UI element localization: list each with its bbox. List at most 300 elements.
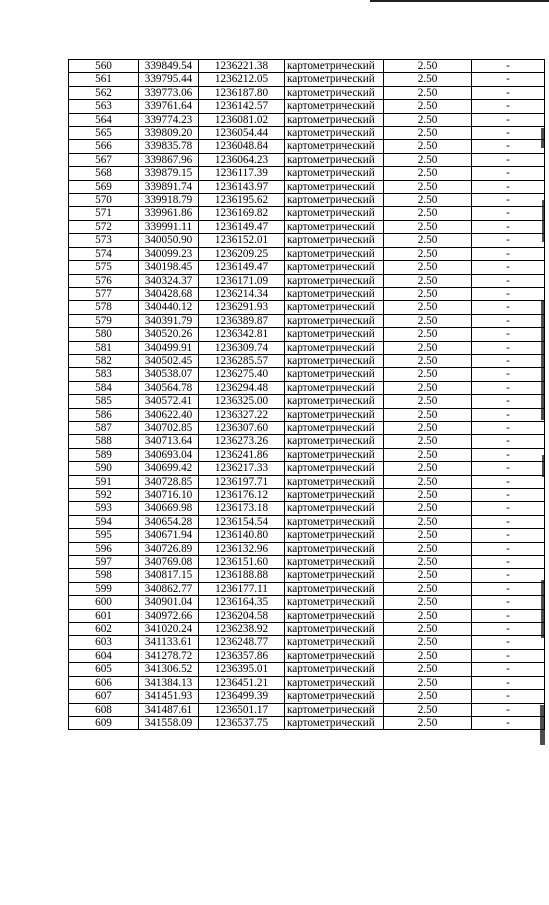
- table-row: [69, 462, 545, 475]
- accuracy-cell: 2.50: [384, 167, 472, 180]
- point-number-cell: 593: [69, 502, 139, 515]
- y-coordinate-cell: 1236307.60: [199, 421, 285, 434]
- note-cell: -: [472, 716, 545, 729]
- point-number-cell: 580: [69, 328, 139, 341]
- point-number-cell: 564: [69, 113, 139, 126]
- point-number-cell: 604: [69, 649, 139, 662]
- x-coordinate-cell: 341306.52: [139, 663, 199, 676]
- y-coordinate-cell: 1236054.44: [199, 127, 285, 140]
- y-coordinate-cell: 1236275.40: [199, 368, 285, 381]
- method-cell: картометрический: [285, 649, 384, 662]
- table-row: [69, 274, 545, 287]
- y-coordinate-cell: 1236048.84: [199, 140, 285, 153]
- y-coordinate-cell: 1236177.11: [199, 582, 285, 595]
- x-coordinate-cell: 339795.44: [139, 73, 199, 86]
- table-row: [69, 86, 545, 99]
- table-row: [69, 395, 545, 408]
- table-row: [69, 113, 545, 126]
- x-coordinate-cell: 340198.45: [139, 261, 199, 274]
- note-cell: -: [472, 368, 545, 381]
- point-number-cell: 572: [69, 220, 139, 233]
- table-row: [69, 73, 545, 86]
- y-coordinate-cell: 1236197.71: [199, 475, 285, 488]
- point-number-cell: 567: [69, 153, 139, 166]
- table-row: [69, 515, 545, 528]
- accuracy-cell: 2.50: [384, 301, 472, 314]
- note-cell: -: [472, 261, 545, 274]
- accuracy-cell: 2.50: [384, 314, 472, 327]
- coordinates-table-body: [69, 60, 545, 730]
- x-coordinate-cell: 340699.42: [139, 462, 199, 475]
- accuracy-cell: 2.50: [384, 515, 472, 528]
- point-number-cell: 606: [69, 676, 139, 689]
- table-row: [69, 529, 545, 542]
- y-coordinate-cell: 1236187.80: [199, 86, 285, 99]
- y-coordinate-cell: 1236204.58: [199, 609, 285, 622]
- y-coordinate-cell: 1236212.05: [199, 73, 285, 86]
- table-row: [69, 328, 545, 341]
- method-cell: картометрический: [285, 287, 384, 300]
- accuracy-cell: 2.50: [384, 596, 472, 609]
- x-coordinate-cell: 340713.64: [139, 435, 199, 448]
- point-number-cell: 560: [69, 60, 139, 73]
- method-cell: картометрический: [285, 462, 384, 475]
- y-coordinate-cell: 1236171.09: [199, 274, 285, 287]
- x-coordinate-cell: 339849.54: [139, 60, 199, 73]
- table-row: [69, 408, 545, 421]
- method-cell: картометрический: [285, 194, 384, 207]
- x-coordinate-cell: 340440.12: [139, 301, 199, 314]
- table-row: [69, 502, 545, 515]
- x-coordinate-cell: 340671.94: [139, 529, 199, 542]
- note-cell: -: [472, 100, 545, 113]
- y-coordinate-cell: 1236357.86: [199, 649, 285, 662]
- accuracy-cell: 2.50: [384, 153, 472, 166]
- table-row: [69, 247, 545, 260]
- x-coordinate-cell: 341384.13: [139, 676, 199, 689]
- y-coordinate-cell: 1236195.62: [199, 194, 285, 207]
- y-coordinate-cell: 1236142.57: [199, 100, 285, 113]
- y-coordinate-cell: 1236395.01: [199, 663, 285, 676]
- y-coordinate-cell: 1236152.01: [199, 234, 285, 247]
- table-row: [69, 448, 545, 461]
- table-row: [69, 381, 545, 394]
- point-number-cell: 578: [69, 301, 139, 314]
- x-coordinate-cell: 339891.74: [139, 180, 199, 193]
- method-cell: картометрический: [285, 73, 384, 86]
- note-cell: -: [472, 167, 545, 180]
- method-cell: картометрический: [285, 435, 384, 448]
- point-number-cell: 597: [69, 556, 139, 569]
- x-coordinate-cell: 340769.08: [139, 556, 199, 569]
- note-cell: -: [472, 421, 545, 434]
- note-cell: -: [472, 529, 545, 542]
- method-cell: картометрический: [285, 636, 384, 649]
- x-coordinate-cell: 340728.85: [139, 475, 199, 488]
- method-cell: картометрический: [285, 301, 384, 314]
- point-number-cell: 587: [69, 421, 139, 434]
- note-cell: -: [472, 301, 545, 314]
- accuracy-cell: 2.50: [384, 194, 472, 207]
- method-cell: картометрический: [285, 690, 384, 703]
- y-coordinate-cell: 1236154.54: [199, 515, 285, 528]
- note-cell: -: [472, 234, 545, 247]
- x-coordinate-cell: 340564.78: [139, 381, 199, 394]
- table-row: [69, 341, 545, 354]
- point-number-cell: 590: [69, 462, 139, 475]
- note-cell: -: [472, 207, 545, 220]
- point-number-cell: 566: [69, 140, 139, 153]
- accuracy-cell: 2.50: [384, 582, 472, 595]
- accuracy-cell: 2.50: [384, 395, 472, 408]
- method-cell: картометрический: [285, 609, 384, 622]
- method-cell: картометрический: [285, 220, 384, 233]
- accuracy-cell: 2.50: [384, 368, 472, 381]
- top-rule: [370, 0, 549, 2]
- y-coordinate-cell: 1236173.18: [199, 502, 285, 515]
- y-coordinate-cell: 1236342.81: [199, 328, 285, 341]
- x-coordinate-cell: 340622.40: [139, 408, 199, 421]
- x-coordinate-cell: 339761.64: [139, 100, 199, 113]
- accuracy-cell: 2.50: [384, 180, 472, 193]
- y-coordinate-cell: 1236248.77: [199, 636, 285, 649]
- y-coordinate-cell: 1236151.60: [199, 556, 285, 569]
- table-row: [69, 153, 545, 166]
- point-number-cell: 588: [69, 435, 139, 448]
- note-cell: -: [472, 569, 545, 582]
- accuracy-cell: 2.50: [384, 100, 472, 113]
- accuracy-cell: 2.50: [384, 556, 472, 569]
- table-row: [69, 287, 545, 300]
- x-coordinate-cell: 341451.93: [139, 690, 199, 703]
- note-cell: -: [472, 220, 545, 233]
- accuracy-cell: 2.50: [384, 703, 472, 716]
- note-cell: -: [472, 542, 545, 555]
- table-row: [69, 475, 545, 488]
- method-cell: картометрический: [285, 703, 384, 716]
- point-number-cell: 562: [69, 86, 139, 99]
- method-cell: картометрический: [285, 542, 384, 555]
- method-cell: картометрический: [285, 421, 384, 434]
- point-number-cell: 603: [69, 636, 139, 649]
- table-row: [69, 314, 545, 327]
- accuracy-cell: 2.50: [384, 220, 472, 233]
- y-coordinate-cell: 1236081.02: [199, 113, 285, 126]
- point-number-cell: 577: [69, 287, 139, 300]
- table-row: [69, 180, 545, 193]
- method-cell: картометрический: [285, 100, 384, 113]
- table-row: [69, 489, 545, 502]
- y-coordinate-cell: 1236309.74: [199, 341, 285, 354]
- x-coordinate-cell: 340669.98: [139, 502, 199, 515]
- note-cell: -: [472, 354, 545, 367]
- table-row: [69, 421, 545, 434]
- x-coordinate-cell: 340538.07: [139, 368, 199, 381]
- note-cell: -: [472, 328, 545, 341]
- accuracy-cell: 2.50: [384, 649, 472, 662]
- point-number-cell: 602: [69, 623, 139, 636]
- note-cell: -: [472, 381, 545, 394]
- accuracy-cell: 2.50: [384, 381, 472, 394]
- note-cell: -: [472, 489, 545, 502]
- y-coordinate-cell: 1236064.23: [199, 153, 285, 166]
- point-number-cell: 585: [69, 395, 139, 408]
- y-coordinate-cell: 1236132.96: [199, 542, 285, 555]
- accuracy-cell: 2.50: [384, 127, 472, 140]
- y-coordinate-cell: 1236149.47: [199, 220, 285, 233]
- point-number-cell: 595: [69, 529, 139, 542]
- table-row: [69, 261, 545, 274]
- x-coordinate-cell: 340499.91: [139, 341, 199, 354]
- x-coordinate-cell: 339918.79: [139, 194, 199, 207]
- table-row: [69, 690, 545, 703]
- note-cell: -: [472, 448, 545, 461]
- accuracy-cell: 2.50: [384, 542, 472, 555]
- method-cell: картометрический: [285, 408, 384, 421]
- y-coordinate-cell: 1236149.47: [199, 261, 285, 274]
- accuracy-cell: 2.50: [384, 408, 472, 421]
- accuracy-cell: 2.50: [384, 60, 472, 73]
- note-cell: -: [472, 596, 545, 609]
- point-number-cell: 600: [69, 596, 139, 609]
- accuracy-cell: 2.50: [384, 341, 472, 354]
- point-number-cell: 575: [69, 261, 139, 274]
- accuracy-cell: 2.50: [384, 287, 472, 300]
- x-coordinate-cell: 341020.24: [139, 623, 199, 636]
- coordinates-table: [68, 59, 545, 730]
- point-number-cell: 563: [69, 100, 139, 113]
- table-row: [69, 556, 545, 569]
- method-cell: картометрический: [285, 529, 384, 542]
- table-row: [69, 140, 545, 153]
- y-coordinate-cell: 1236325.00: [199, 395, 285, 408]
- note-cell: -: [472, 60, 545, 73]
- table-row: [69, 649, 545, 662]
- x-coordinate-cell: 340520.26: [139, 328, 199, 341]
- method-cell: картометрический: [285, 475, 384, 488]
- y-coordinate-cell: 1236389.87: [199, 314, 285, 327]
- note-cell: -: [472, 127, 545, 140]
- method-cell: картометрический: [285, 167, 384, 180]
- method-cell: картометрический: [285, 127, 384, 140]
- x-coordinate-cell: 339809.20: [139, 127, 199, 140]
- accuracy-cell: 2.50: [384, 623, 472, 636]
- table-row: [69, 676, 545, 689]
- point-number-cell: 589: [69, 448, 139, 461]
- x-coordinate-cell: 340901.04: [139, 596, 199, 609]
- accuracy-cell: 2.50: [384, 663, 472, 676]
- note-cell: -: [472, 180, 545, 193]
- table-row: [69, 127, 545, 140]
- note-cell: -: [472, 408, 545, 421]
- y-coordinate-cell: 1236241.86: [199, 448, 285, 461]
- x-coordinate-cell: 340693.04: [139, 448, 199, 461]
- x-coordinate-cell: 340050.90: [139, 234, 199, 247]
- method-cell: картометрический: [285, 274, 384, 287]
- method-cell: картометрический: [285, 502, 384, 515]
- point-number-cell: 601: [69, 609, 139, 622]
- point-number-cell: 573: [69, 234, 139, 247]
- method-cell: картометрический: [285, 341, 384, 354]
- x-coordinate-cell: 339961.86: [139, 207, 199, 220]
- point-number-cell: 607: [69, 690, 139, 703]
- table-row: [69, 623, 545, 636]
- y-coordinate-cell: 1236327.22: [199, 408, 285, 421]
- note-cell: -: [472, 86, 545, 99]
- table-row: [69, 582, 545, 595]
- note-cell: -: [472, 247, 545, 260]
- x-coordinate-cell: 339991.11: [139, 220, 199, 233]
- note-cell: -: [472, 556, 545, 569]
- x-coordinate-cell: 340726.89: [139, 542, 199, 555]
- accuracy-cell: 2.50: [384, 274, 472, 287]
- method-cell: картометрический: [285, 395, 384, 408]
- accuracy-cell: 2.50: [384, 86, 472, 99]
- point-number-cell: 586: [69, 408, 139, 421]
- table-row: [69, 596, 545, 609]
- note-cell: -: [472, 314, 545, 327]
- x-coordinate-cell: 340391.79: [139, 314, 199, 327]
- note-cell: -: [472, 194, 545, 207]
- note-cell: -: [472, 609, 545, 622]
- accuracy-cell: 2.50: [384, 529, 472, 542]
- table-row: [69, 435, 545, 448]
- table-row: [69, 354, 545, 367]
- method-cell: картометрический: [285, 60, 384, 73]
- table-row: [69, 220, 545, 233]
- x-coordinate-cell: 340862.77: [139, 582, 199, 595]
- note-cell: -: [472, 649, 545, 662]
- x-coordinate-cell: 340972.66: [139, 609, 199, 622]
- y-coordinate-cell: 1236294.48: [199, 381, 285, 394]
- method-cell: картометрический: [285, 716, 384, 729]
- accuracy-cell: 2.50: [384, 207, 472, 220]
- accuracy-cell: 2.50: [384, 609, 472, 622]
- method-cell: картометрический: [285, 582, 384, 595]
- table-row: [69, 60, 545, 73]
- x-coordinate-cell: 340572.41: [139, 395, 199, 408]
- x-coordinate-cell: 340324.37: [139, 274, 199, 287]
- accuracy-cell: 2.50: [384, 475, 472, 488]
- y-coordinate-cell: 1236143.97: [199, 180, 285, 193]
- y-coordinate-cell: 1236537.75: [199, 716, 285, 729]
- accuracy-cell: 2.50: [384, 716, 472, 729]
- y-coordinate-cell: 1236176.12: [199, 489, 285, 502]
- table-row: [69, 569, 545, 582]
- method-cell: картометрический: [285, 261, 384, 274]
- note-cell: -: [472, 435, 545, 448]
- note-cell: -: [472, 502, 545, 515]
- x-coordinate-cell: 341133.61: [139, 636, 199, 649]
- point-number-cell: 584: [69, 381, 139, 394]
- point-number-cell: 609: [69, 716, 139, 729]
- x-coordinate-cell: 340428.68: [139, 287, 199, 300]
- x-coordinate-cell: 339835.78: [139, 140, 199, 153]
- table-row: [69, 194, 545, 207]
- table-row: [69, 716, 545, 729]
- note-cell: -: [472, 663, 545, 676]
- method-cell: картометрический: [285, 207, 384, 220]
- x-coordinate-cell: 340654.28: [139, 515, 199, 528]
- point-number-cell: 594: [69, 515, 139, 528]
- note-cell: -: [472, 582, 545, 595]
- method-cell: картометрический: [285, 140, 384, 153]
- method-cell: картометрический: [285, 314, 384, 327]
- point-number-cell: 561: [69, 73, 139, 86]
- point-number-cell: 569: [69, 180, 139, 193]
- method-cell: картометрический: [285, 381, 384, 394]
- table-row: [69, 542, 545, 555]
- point-number-cell: 574: [69, 247, 139, 260]
- point-number-cell: 599: [69, 582, 139, 595]
- accuracy-cell: 2.50: [384, 113, 472, 126]
- point-number-cell: 570: [69, 194, 139, 207]
- table-row: [69, 663, 545, 676]
- x-coordinate-cell: 340702.85: [139, 421, 199, 434]
- y-coordinate-cell: 1236273.26: [199, 435, 285, 448]
- x-coordinate-cell: 339867.96: [139, 153, 199, 166]
- note-cell: -: [472, 703, 545, 716]
- note-cell: -: [472, 462, 545, 475]
- note-cell: -: [472, 395, 545, 408]
- table-row: [69, 368, 545, 381]
- point-number-cell: 591: [69, 475, 139, 488]
- accuracy-cell: 2.50: [384, 462, 472, 475]
- point-number-cell: 596: [69, 542, 139, 555]
- y-coordinate-cell: 1236291.93: [199, 301, 285, 314]
- y-coordinate-cell: 1236164.35: [199, 596, 285, 609]
- method-cell: картометрический: [285, 596, 384, 609]
- x-coordinate-cell: 341558.09: [139, 716, 199, 729]
- y-coordinate-cell: 1236188.88: [199, 569, 285, 582]
- accuracy-cell: 2.50: [384, 247, 472, 260]
- y-coordinate-cell: 1236501.17: [199, 703, 285, 716]
- method-cell: картометрический: [285, 247, 384, 260]
- note-cell: -: [472, 623, 545, 636]
- y-coordinate-cell: 1236117.39: [199, 167, 285, 180]
- note-cell: -: [472, 140, 545, 153]
- table-row: [69, 167, 545, 180]
- accuracy-cell: 2.50: [384, 676, 472, 689]
- point-number-cell: 598: [69, 569, 139, 582]
- y-coordinate-cell: 1236499.39: [199, 690, 285, 703]
- x-coordinate-cell: 340817.15: [139, 569, 199, 582]
- accuracy-cell: 2.50: [384, 354, 472, 367]
- note-cell: -: [472, 73, 545, 86]
- method-cell: картометрический: [285, 569, 384, 582]
- point-number-cell: 583: [69, 368, 139, 381]
- note-cell: -: [472, 287, 545, 300]
- y-coordinate-cell: 1236221.38: [199, 60, 285, 73]
- method-cell: картометрический: [285, 489, 384, 502]
- accuracy-cell: 2.50: [384, 140, 472, 153]
- accuracy-cell: 2.50: [384, 73, 472, 86]
- point-number-cell: 565: [69, 127, 139, 140]
- x-coordinate-cell: 340099.23: [139, 247, 199, 260]
- table-row: [69, 301, 545, 314]
- method-cell: картометрический: [285, 448, 384, 461]
- accuracy-cell: 2.50: [384, 489, 472, 502]
- method-cell: картометрический: [285, 623, 384, 636]
- point-number-cell: 581: [69, 341, 139, 354]
- point-number-cell: 571: [69, 207, 139, 220]
- table-row: [69, 703, 545, 716]
- table-row: [69, 636, 545, 649]
- accuracy-cell: 2.50: [384, 261, 472, 274]
- note-cell: -: [472, 636, 545, 649]
- method-cell: картометрический: [285, 515, 384, 528]
- point-number-cell: 582: [69, 354, 139, 367]
